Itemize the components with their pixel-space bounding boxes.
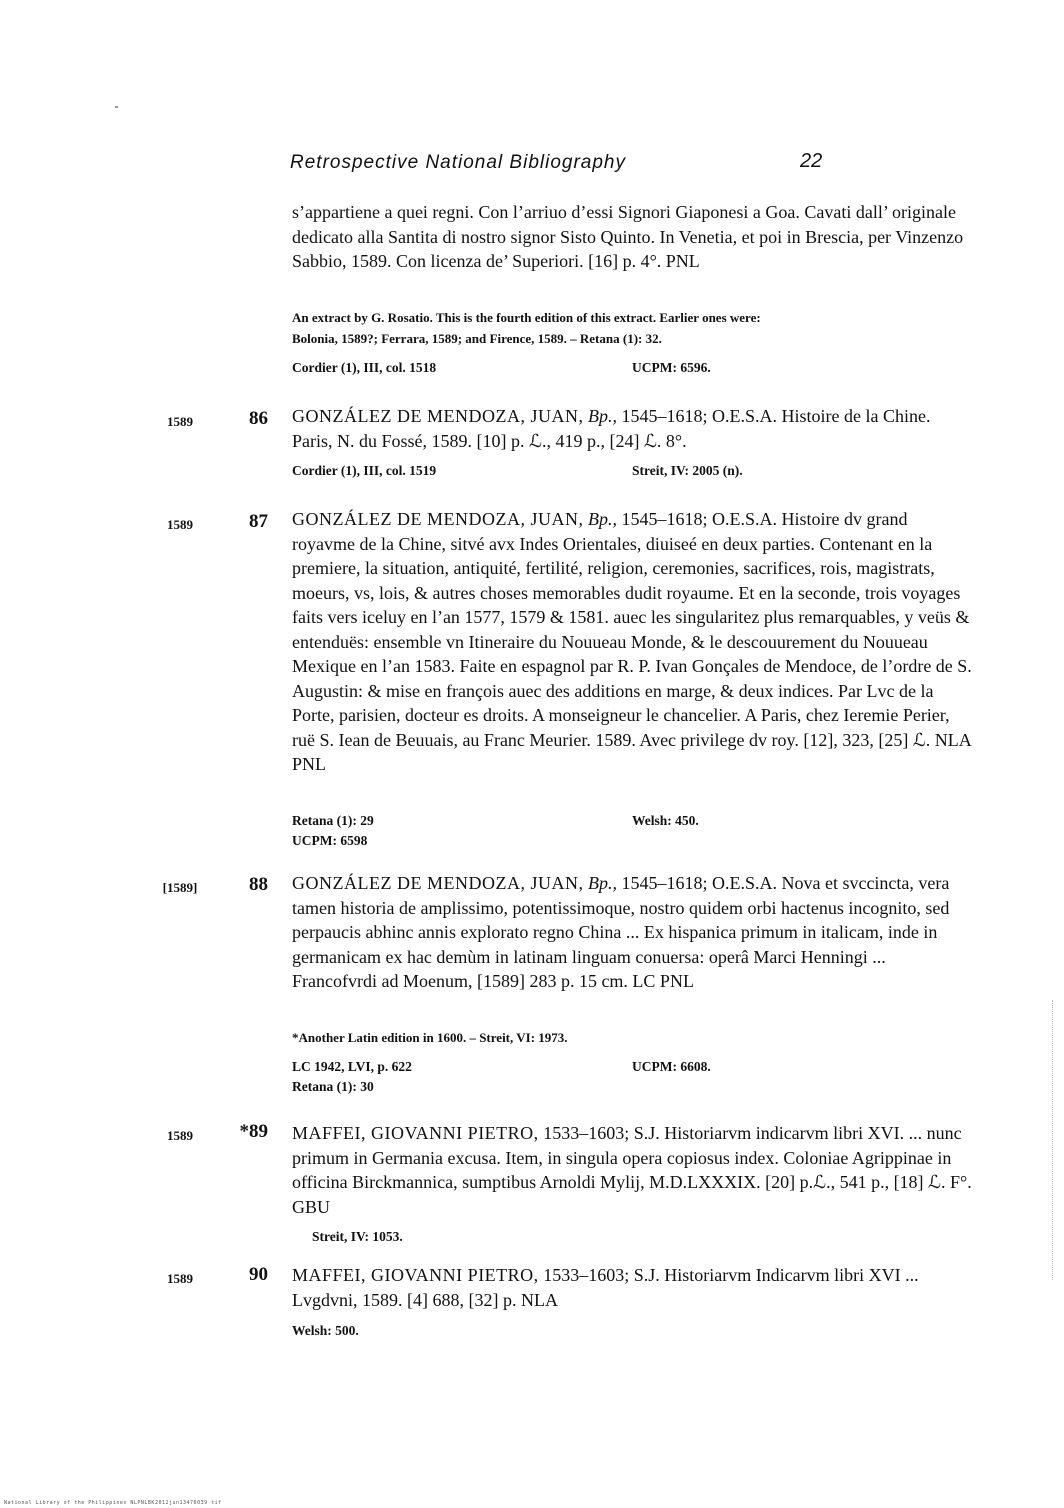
entry-honorific: Bp., <box>587 873 617 893</box>
entry-number: 90 <box>249 1264 268 1285</box>
continuation-note-line2: Bolonia, 1589?; Ferrara, 1589; and Firence, 1589. – Retana (1): 32. <box>292 331 662 346</box>
reference-right: UCPM: 6608. <box>632 1059 711 1074</box>
entry-references <box>312 1227 972 1247</box>
entry-references <box>292 1057 952 1097</box>
continuation-note-line1: An extract by G. Rosatio. This is the fourth edition of this extract. Earlier ones were: <box>292 310 761 325</box>
entry-author: GONZÁLEZ DE MENDOZA, JUAN, <box>292 406 584 426</box>
entry-text <box>292 1263 972 1312</box>
reference-left: LC 1942, LVI, p. 622 <box>292 1059 412 1074</box>
reference-left: Cordier (1), III, col. 1518 <box>292 360 437 375</box>
reference-left-2: Retana (1): 30 <box>292 1079 374 1094</box>
entry-description: 1545–1618; O.E.S.A. Nova et svccincta, vera tamen historia de amplissimo, potentissimoque, nostro quidem orbi hactenus incognito, sed perpaucis abhinc annis explorato regno China ... Ex hispanica primum in italicam, inde in germanicam ex hac demùm in latinam linguam conuersa: operâ Marci Henningi ... Francofvrdi ad Moenum, [1589] 283 p. 15 cm. LC PNL <box>292 873 950 991</box>
scan-footer: National Library of the Philippines NLPNLBK2012jun13476039 tif <box>4 1500 222 1506</box>
entry-note: *Another Latin edition in 1600. – Streit, VI: 1973. <box>292 1030 568 1045</box>
reference-right: Welsh: 450. <box>632 813 699 828</box>
entry-number: 86 <box>249 408 268 429</box>
scan-edge-mark <box>1052 1000 1053 1280</box>
entry-author: MAFFEI, GIOVANNI PIETRO, <box>292 1265 539 1285</box>
entry-honorific: Bp., <box>587 406 617 426</box>
reference-left: Welsh: 500. <box>292 1323 359 1338</box>
entry-references <box>292 811 952 851</box>
entry-author: GONZÁLEZ DE MENDOZA, JUAN, <box>292 873 584 893</box>
entry-year: [1589] <box>162 880 198 895</box>
entry-author: GONZÁLEZ DE MENDOZA, JUAN, <box>292 509 584 529</box>
reference-left-2: UCPM: 6598 <box>292 833 368 848</box>
entry-description: 1533–1603; S.J. Historiarvm Indicarvm libri XVI ... Lvgdvni, 1589. [4] 688, [32] p. NLA <box>292 1265 919 1310</box>
reference-left: Cordier (1), III, col. 1519 <box>292 463 437 478</box>
entry-number: 88 <box>249 874 268 895</box>
entry-description: 1533–1603; S.J. Historiarvm indicarvm libri XVI. ... nunc primum in Germania excusa. Item, in singula opera copiosus index. Coloniae Agrippinae in officina Birckmannica, sumptibus Arnoldi Mylij, M.D.LXXXIX. [20] p.ℒ., 541 p., [18] ℒ. F°. GBU <box>292 1123 972 1217</box>
entry-number: 87 <box>249 511 268 532</box>
entry-year: 1589 <box>167 414 193 429</box>
entry-text <box>292 404 972 453</box>
entry-number: *89 <box>239 1121 268 1142</box>
page-number: 22 <box>800 150 823 172</box>
entry-text <box>292 871 972 994</box>
entry-year: 1589 <box>167 517 193 532</box>
entry-text <box>292 1121 972 1219</box>
entry-author: MAFFEI, GIOVANNI PIETRO, <box>292 1123 539 1143</box>
entry-description: 1545–1618; O.E.S.A. Histoire de la Chine. Paris, N. du Fossé, 1589. [10] p. ℒ., 419 p., [24] ℒ. 8°. <box>292 406 931 451</box>
reference-right: Streit, IV: 2005 (n). <box>632 463 743 478</box>
continuation-text: s’appartiene a quei regni. Con l’arriuo d’essi Signori Giaponesi a Goa. Cavati dall’ originale dedicato alla Santita di nostro signor Sisto Quinto. In Venetia, et poi in Brescia, per Vinzenzo Sabbio, 1589. Con licenza de’ Superiori. [16] p. 4°. PNL <box>292 202 964 271</box>
entry-references <box>292 1321 952 1341</box>
reference-left: Retana (1): 29 <box>292 813 374 828</box>
entry-year: 1589 <box>167 1128 193 1143</box>
entry-description: 1545–1618; O.E.S.A. Histoire dv grand royavme de la Chine, sitvé avx Indes Orientales, diuiseé en deux parties. Contenant en la premiere, la situation, antiquité, fertilité, religion, ceremonies, sacrifices, rois, magistrats, moeurs, vs, lois, & autres choses memorables dudit royaume. Et en la seconde, trois voyages faits vers iceluy en l’an 1577, 1579 & 1581. auec les singularitez plus remarquables, y veüs & entenduës: ensemble vn Itineraire du Nouueau Monde, & le descouurement du Nouueau Mexique en l’an 1583. Faite en espagnol par R. P. Ivan Gonçales de Mendoce, de l’ordre de S. Augustin: & mise en françois auec des additions en marge, & deux indices. Par Lvc de la Porte, parisien, docteur es droits. A monseigneur le chancelier. A Paris, chez Ieremie Perier, ruë S. Iean de Beuuais, au Franc Meurier. 1589. Avec privilege dv roy. [12], 323, [25] ℒ. NLA PNL <box>292 509 972 774</box>
running-title: Retrospective National Bibliography <box>290 152 626 173</box>
entry-text <box>292 507 972 777</box>
entry-year: 1589 <box>167 1271 193 1286</box>
continuation-references <box>292 358 952 378</box>
entry-honorific: Bp., <box>587 509 617 529</box>
reference-left: Streit, IV: 1053. <box>312 1229 403 1244</box>
scan-speck <box>115 106 118 108</box>
continuation-note <box>292 307 952 349</box>
reference-right: UCPM: 6596. <box>632 360 711 375</box>
entry-references <box>292 461 952 481</box>
